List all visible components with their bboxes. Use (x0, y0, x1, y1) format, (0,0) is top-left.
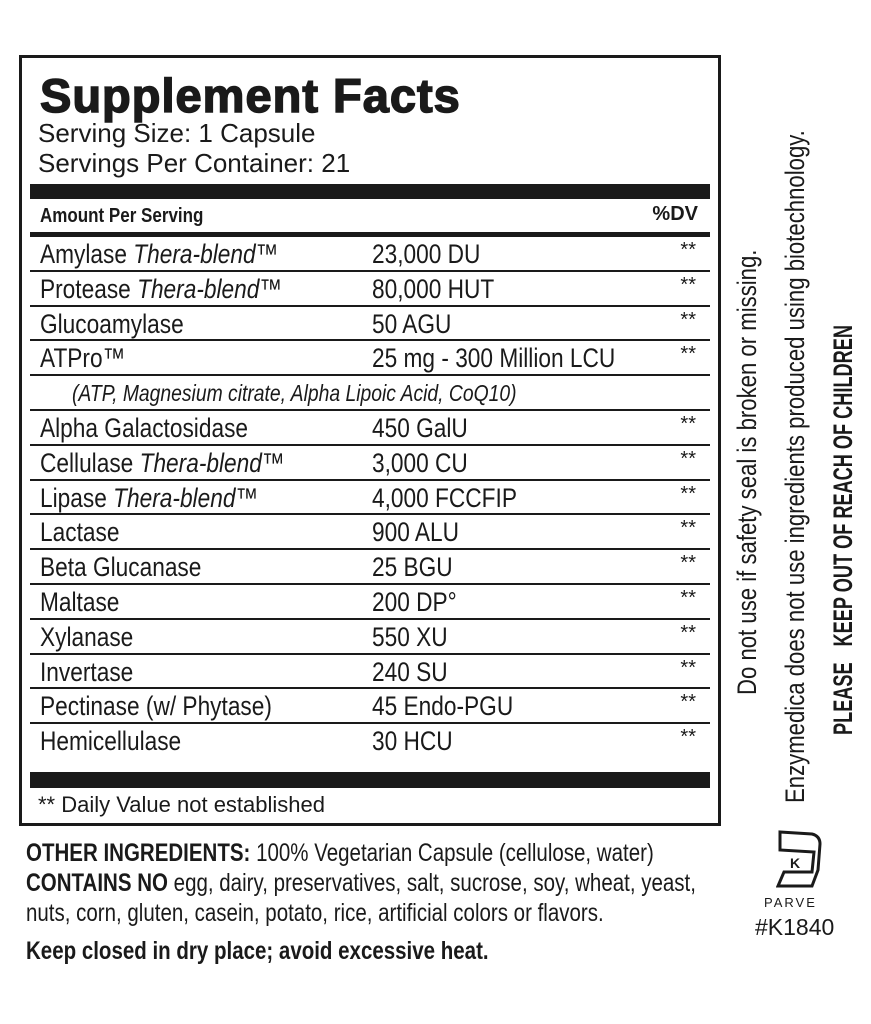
ingredient-name (40, 691, 272, 722)
biotech-text: Enzymedica does not use ingredients produced using biotechnology. (780, 130, 810, 803)
ingredient-name (40, 726, 181, 757)
warning-prefix: PLEASE (828, 662, 858, 735)
children-warning (828, 149, 859, 735)
contains-text: egg, dairy, preservatives, salt, sucrose, soy, wheat, yeast, (167, 869, 696, 897)
table-row (30, 237, 710, 272)
name-text: Pectinase (w/ Phytase) (40, 691, 272, 722)
ingredient-name (40, 239, 278, 270)
ingredient-name (40, 552, 201, 583)
footnote: ** Daily Value not established (38, 792, 325, 817)
ingredient-amount: 50 AGU (372, 308, 452, 339)
contains-text-2: nuts, corn, gluten, casein, potato, rice, artificial colors or flavors. (26, 899, 604, 927)
ingredient-amount: 900 ALU (372, 517, 460, 548)
name-text: Cellulase (40, 447, 140, 478)
ingredient-amount: 23,000 DU (372, 239, 481, 269)
name-text: ATPro™ (40, 343, 126, 374)
subnote-text: (ATP, Magnesium citrate, Alpha Lipoic Acid, CoQ10) (72, 380, 517, 407)
table-row (30, 272, 710, 307)
other-text: 100% Vegetarian Capsule (cellulose, water) (250, 839, 654, 867)
ingredient-amount: 45 Endo-PGU (372, 691, 514, 722)
daily-value: ** (680, 552, 696, 575)
daily-value: ** (680, 482, 696, 505)
daily-value: ** (680, 273, 696, 296)
safety-seal-note (732, 152, 763, 695)
name-text: Beta Glucanase (40, 552, 202, 583)
ingredient-name (40, 622, 133, 653)
table-row (30, 446, 710, 481)
daily-value: ** (680, 586, 696, 609)
table-row (30, 307, 710, 342)
name-text: Protease (40, 273, 138, 304)
ingredient-amount: 240 SU (372, 656, 448, 687)
daily-value: ** (680, 691, 696, 714)
daily-value: ** (680, 308, 696, 331)
table-row (30, 550, 710, 585)
other-label: OTHER INGREDIENTS: (26, 839, 251, 867)
ingredient-amount: 25 mg - 300 Million LCU (372, 343, 616, 374)
blend-text: Thera-blend™ (113, 482, 259, 513)
nutrient-table (30, 237, 710, 759)
daily-value: ** (680, 621, 696, 644)
name-text: Amylase (40, 239, 134, 269)
ingredient-subnote (30, 376, 710, 411)
ingredient-amount: 25 BGU (372, 552, 453, 583)
table-row (30, 515, 710, 550)
ingredient-name (40, 483, 258, 514)
daily-value: ** (680, 412, 696, 435)
ingredient-name (40, 343, 125, 374)
name-text: Hemicellulase (40, 726, 182, 757)
table-row (30, 585, 710, 620)
daily-value: ** (680, 343, 696, 366)
table-row (30, 620, 710, 655)
panel-title: Supplement Facts (40, 69, 461, 122)
divider-thick (30, 184, 710, 199)
name-text: Xylanase (40, 621, 134, 652)
serving-size: Serving Size: 1 Capsule (38, 118, 316, 148)
ingredient-amount: 3,000 CU (372, 447, 468, 478)
ingredients-info (26, 838, 726, 928)
name-text: Lactase (40, 517, 120, 548)
table-row (30, 689, 710, 724)
ingredient-name (40, 413, 248, 444)
table-row (30, 481, 710, 516)
table-row (30, 655, 710, 690)
table-row (30, 411, 710, 446)
warning-text: KEEP OUT OF REACH OF CHILDREN (828, 324, 858, 647)
ingredient-amount: 4,000 FCCFIP (372, 482, 517, 513)
contains-label: CONTAINS NO (26, 869, 168, 897)
name-text: Invertase (40, 656, 134, 687)
daily-value: ** (680, 447, 696, 470)
parve-label: PARVE (764, 895, 817, 910)
name-text: Maltase (40, 586, 120, 617)
kosher-code: #K1840 (755, 914, 835, 940)
servings-per-container: Servings Per Container: 21 (38, 148, 351, 178)
storage-note (26, 937, 590, 966)
supplement-facts-panel (19, 55, 721, 826)
blend-text: Thera-blend™ (139, 447, 285, 478)
ingredient-amount: 450 GalU (372, 412, 468, 443)
table-row (30, 341, 710, 376)
daily-value: ** (680, 239, 696, 261)
ingredient-name (40, 587, 119, 618)
column-header (40, 203, 698, 233)
ingredient-name (40, 274, 282, 305)
safety-text: Do not use if safety seal is broken or missing. (732, 249, 762, 695)
ingredient-amount: 200 DP° (372, 586, 457, 617)
daily-value: ** (680, 517, 696, 540)
biotech-note (780, 0, 811, 803)
ingredient-name (40, 309, 184, 340)
blend-text: Thera-blend™ (133, 239, 279, 269)
kosher-symbol: K (790, 855, 801, 871)
ingredient-amount: 80,000 HUT (372, 273, 495, 304)
daily-value: ** (680, 656, 696, 679)
ingredient-name (40, 448, 285, 479)
ingredient-amount: 550 XU (372, 621, 448, 652)
divider-thick (30, 772, 710, 788)
kosher-icon (776, 830, 826, 890)
daily-value: ** (680, 726, 696, 749)
blend-text: Thera-blend™ (137, 273, 283, 304)
table-row (30, 724, 710, 759)
name-text: Lipase (40, 482, 114, 513)
dv-header: %DV (652, 203, 698, 225)
storage-text: Keep closed in dry place; avoid excessive heat. (26, 937, 489, 965)
name-text: Alpha Galactosidase (40, 412, 249, 443)
ingredient-amount: 30 HCU (372, 726, 453, 757)
ingredient-name (40, 517, 119, 548)
amount-header: Amount Per Serving (40, 205, 204, 227)
ingredient-name (40, 657, 133, 688)
name-text: Glucoamylase (40, 308, 184, 339)
